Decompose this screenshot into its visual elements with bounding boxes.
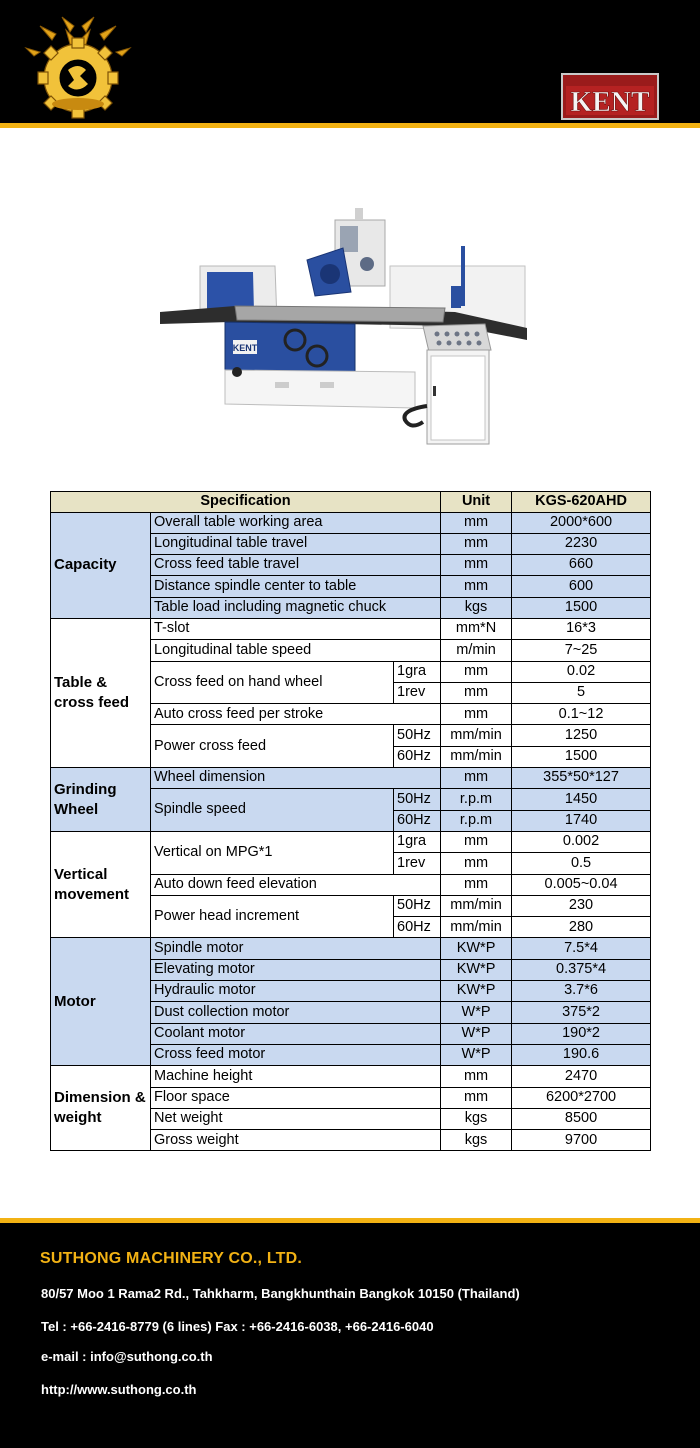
kent-surface-grinder-image — [155, 200, 535, 455]
spec-value: 16*3 — [512, 618, 651, 639]
spec-value: 7.5*4 — [512, 938, 651, 959]
spec-item: Wheel dimension — [151, 768, 441, 789]
spec-unit: kgs — [441, 1130, 512, 1151]
spec-item: Auto cross feed per stroke — [151, 704, 441, 725]
spec-item: Power cross feed — [151, 725, 394, 768]
spec-value: 375*2 — [512, 1002, 651, 1023]
spec-value: 3.7*6 — [512, 981, 651, 1002]
spec-value: 5 — [512, 682, 651, 703]
company-website-link[interactable]: http://www.suthong.co.th — [41, 1382, 197, 1397]
spec-value: 8500 — [512, 1108, 651, 1129]
spec-unit: KW*P — [441, 959, 512, 980]
suthong-gear-logo-icon — [22, 12, 134, 120]
spec-value: 1740 — [512, 810, 651, 831]
spec-value: 600 — [512, 576, 651, 597]
table-row — [51, 938, 651, 959]
spec-sub: 1rev — [394, 682, 441, 703]
spec-unit: mm/min — [441, 746, 512, 767]
spec-value: 230 — [512, 895, 651, 916]
spec-value: 2230 — [512, 533, 651, 554]
spec-unit: mm — [441, 661, 512, 682]
spec-unit: mm — [441, 533, 512, 554]
spec-item: Power head increment — [151, 895, 394, 938]
spec-item: Longitudinal table speed — [151, 640, 441, 661]
spec-item: Coolant motor — [151, 1023, 441, 1044]
header-specification: Specification — [51, 492, 441, 513]
spec-value: 0.002 — [512, 831, 651, 852]
company-address: 80/57 Moo 1 Rama2 Rd., Tahkharm, Bangkhunthain Bangkok 10150 (Thailand) — [41, 1286, 520, 1301]
table-row — [51, 512, 651, 533]
category-motor: Motor — [51, 938, 151, 1066]
spec-item: Cross feed motor — [151, 1044, 441, 1065]
spec-unit: KW*P — [441, 938, 512, 959]
table-row — [51, 1066, 651, 1087]
spec-sub: 50Hz — [394, 725, 441, 746]
spec-unit: mm — [441, 682, 512, 703]
footer — [0, 1223, 700, 1448]
spec-unit: kgs — [441, 597, 512, 618]
spec-item: Gross weight — [151, 1130, 441, 1151]
company-phone: Tel : +66-2416-8779 (6 lines) Fax : +66-2416-6038, +66-2416-6040 — [41, 1319, 434, 1334]
spec-unit: mm — [441, 874, 512, 895]
spec-sub: 60Hz — [394, 917, 441, 938]
header-unit: Unit — [441, 492, 512, 513]
header-bar — [0, 0, 700, 123]
spec-sub: 60Hz — [394, 746, 441, 767]
category-dimension-weight: Dimension & weight — [51, 1066, 151, 1151]
spec-unit: m/min — [441, 640, 512, 661]
spec-unit: mm — [441, 1066, 512, 1087]
spec-value: 190*2 — [512, 1023, 651, 1044]
spec-value: 1500 — [512, 746, 651, 767]
spec-table — [50, 491, 651, 1151]
spec-value: 2000*600 — [512, 512, 651, 533]
svg-text:KENT: KENT — [232, 343, 258, 353]
spec-unit: mm/min — [441, 917, 512, 938]
category-capacity: Capacity — [51, 512, 151, 618]
spec-item: Hydraulic motor — [151, 981, 441, 1002]
spec-item: Spindle speed — [151, 789, 394, 832]
spec-unit: mm*N — [441, 618, 512, 639]
header-accent-line — [0, 123, 700, 128]
spec-unit: mm — [441, 512, 512, 533]
spec-item: Overall table working area — [151, 512, 441, 533]
spec-item: Table load including magnetic chuck — [151, 597, 441, 618]
spec-item: Dust collection motor — [151, 1002, 441, 1023]
spec-unit: mm/min — [441, 725, 512, 746]
spec-value: 0.5 — [512, 853, 651, 874]
spec-value: 1450 — [512, 789, 651, 810]
category-grinding-wheel: Grinding Wheel — [51, 768, 151, 832]
spec-unit: mm/min — [441, 895, 512, 916]
spec-value: 1250 — [512, 725, 651, 746]
spec-sub: 60Hz — [394, 810, 441, 831]
spec-item: Cross feed on hand wheel — [151, 661, 394, 704]
spec-sub: 1gra — [394, 661, 441, 682]
spec-unit: KW*P — [441, 981, 512, 1002]
spec-value: 280 — [512, 917, 651, 938]
spec-value: 6200*2700 — [512, 1087, 651, 1108]
spec-sub: 1rev — [394, 853, 441, 874]
spec-value: 355*50*127 — [512, 768, 651, 789]
spec-unit: mm — [441, 853, 512, 874]
spec-unit: mm — [441, 831, 512, 852]
spec-item: Spindle motor — [151, 938, 441, 959]
spec-unit: mm — [441, 704, 512, 725]
spec-unit: kgs — [441, 1108, 512, 1129]
spec-value: 0.02 — [512, 661, 651, 682]
spec-item: Floor space — [151, 1087, 441, 1108]
spec-sub: 1gra — [394, 831, 441, 852]
spec-value: 1500 — [512, 597, 651, 618]
spec-item: Distance spindle center to table — [151, 576, 441, 597]
company-email[interactable]: e-mail : info@suthong.co.th — [41, 1349, 213, 1364]
table-header-row — [51, 492, 651, 513]
spec-unit: mm — [441, 576, 512, 597]
spec-item: T-slot — [151, 618, 441, 639]
spec-item: Cross feed table travel — [151, 555, 441, 576]
spec-unit: r.p.m — [441, 789, 512, 810]
spec-value: 0.375*4 — [512, 959, 651, 980]
spec-value: 0.1~12 — [512, 704, 651, 725]
spec-unit: W*P — [441, 1023, 512, 1044]
spec-unit: W*P — [441, 1002, 512, 1023]
spec-sub: 50Hz — [394, 789, 441, 810]
spec-unit: W*P — [441, 1044, 512, 1065]
company-name: SUTHONG MACHINERY CO., LTD. — [40, 1250, 302, 1267]
category-vertical-movement: Vertical movement — [51, 831, 151, 937]
kent-brand-logo — [561, 73, 659, 120]
spec-unit: mm — [441, 768, 512, 789]
table-row — [51, 831, 651, 852]
spec-unit: r.p.m — [441, 810, 512, 831]
spec-item: Machine height — [151, 1066, 441, 1087]
spec-value: 7~25 — [512, 640, 651, 661]
spec-value: 660 — [512, 555, 651, 576]
spec-item: Elevating motor — [151, 959, 441, 980]
spec-item: Longitudinal table travel — [151, 533, 441, 554]
spec-value: 0.005~0.04 — [512, 874, 651, 895]
spec-value: 190.6 — [512, 1044, 651, 1065]
brand-logo-text: KENT — [570, 87, 650, 118]
category-table-cross-feed: Table & cross feed — [51, 618, 151, 767]
spec-sub: 50Hz — [394, 895, 441, 916]
spec-value: 9700 — [512, 1130, 651, 1151]
header-model: KGS-620AHD — [512, 492, 651, 513]
table-row — [51, 768, 651, 789]
spec-value: 2470 — [512, 1066, 651, 1087]
spec-item: Net weight — [151, 1108, 441, 1129]
spec-item: Auto down feed elevation — [151, 874, 441, 895]
table-row — [51, 618, 651, 639]
spec-unit: mm — [441, 555, 512, 576]
spec-item: Vertical on MPG*1 — [151, 831, 394, 874]
spec-unit: mm — [441, 1087, 512, 1108]
